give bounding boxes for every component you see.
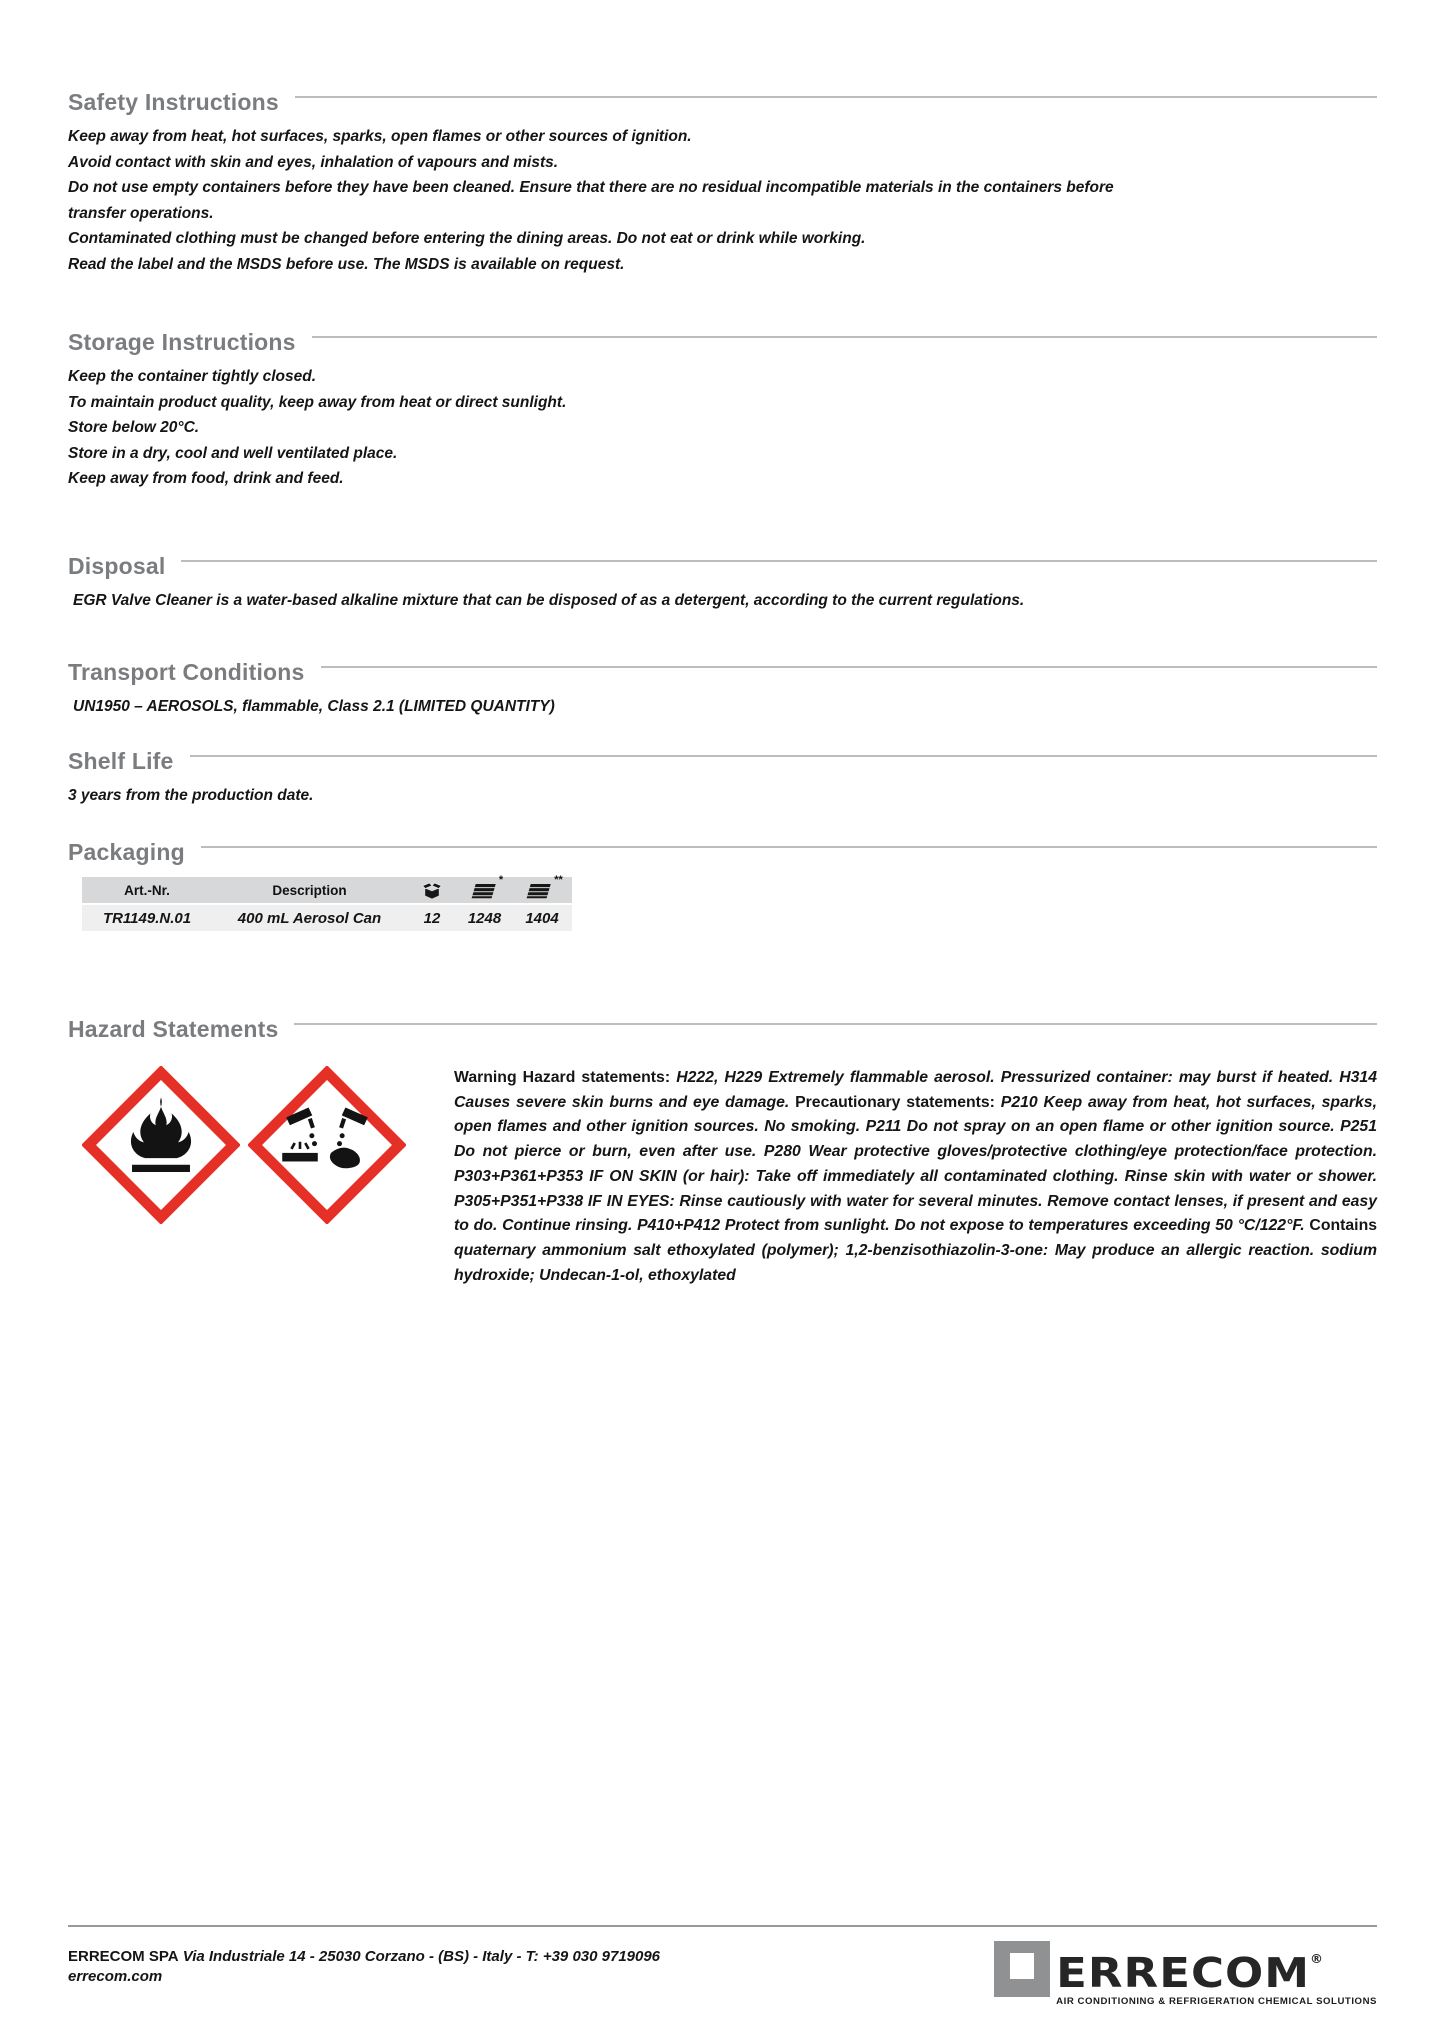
text-segment: quaternary ammonium salt ethoxylated (polymer); 1,2-benzisothiazolin-3-one: May produce an allergic reaction. sodium hydroxide; Undecan-1-ol, ethoxylated <box>454 1241 1377 1284</box>
text-segment: Warning Hazard statements: <box>454 1069 677 1086</box>
errecom-wordmark-text: ERRECOM <box>1056 1948 1310 1998</box>
pallet-icon <box>467 883 498 899</box>
errecom-logo-text <box>1056 1941 1377 2007</box>
ghs-pictograms <box>68 1066 454 1288</box>
text-line: Store below 20°C. <box>68 419 200 436</box>
section-storage-instructions <box>68 330 1377 492</box>
page-footer <box>68 1925 1377 2007</box>
section-title: Storage Instructions <box>68 329 296 355</box>
pallet-icon <box>522 883 553 899</box>
text-line: Keep away from heat, hot surfaces, sparks, open flames or other sources of ignition. <box>68 128 692 145</box>
heading-rule <box>312 336 1377 338</box>
text-line: transfer operations. <box>68 204 214 222</box>
cell-art-nr: TR1149.N.01 <box>102 909 192 927</box>
section-title: Safety Instructions <box>68 89 279 115</box>
registered-trademark-symbol: ® <box>1310 1952 1323 1967</box>
section-transport-conditions <box>68 660 1377 720</box>
text-line: Store in a dry, cool and well ventilated place. <box>68 444 398 462</box>
errecom-wordmark <box>1056 1941 1377 1998</box>
column-header-art-nr: Art.-Nr. <box>82 877 212 904</box>
section-heading <box>68 90 1377 114</box>
carton-icon <box>422 882 442 900</box>
column-header-carton-qty <box>407 877 457 904</box>
text-line: Contaminated clothing must be changed before entering the dining areas. Do not eat or drink while working. <box>68 230 866 247</box>
text-line: Read the label and the MSDS before use. The MSDS is available on request. <box>68 255 625 273</box>
text-segment: H222, H229 Extremely flammable aerosol. Pressurized container: may burst if heated. H314 Causes severe skin burns and eye damage. <box>454 1069 1377 1111</box>
section-title: Disposal <box>68 552 166 579</box>
heading-rule <box>295 96 1377 98</box>
footer-address-line <box>68 1947 660 1967</box>
heading-rule <box>201 846 1377 848</box>
section-heading <box>68 840 1377 864</box>
section-title: Shelf Life <box>68 747 174 774</box>
section-heading <box>68 554 1377 578</box>
section-disposal <box>68 554 1377 614</box>
footer-inner <box>68 1927 1377 2007</box>
flame-pictogram-icon <box>82 1066 240 1224</box>
section-safety-instructions <box>68 90 1377 277</box>
text-line: 3 years from the production date. <box>68 786 314 804</box>
errecom-logo-mark-icon <box>994 1941 1050 1997</box>
storage-text <box>68 364 1377 492</box>
text-line: Keep the container tightly closed. <box>68 368 317 385</box>
section-heading <box>68 330 1377 354</box>
section-packaging <box>68 840 1377 931</box>
transport-text <box>68 694 1377 720</box>
text-line: EGR Valve Cleaner is a water-based alkaline mixture that can be disposed of as a detergent, according to the current regulations. <box>73 591 1025 609</box>
pallet-footnote: ** <box>554 873 563 886</box>
text-line: Keep away from food, drink and feed. <box>68 470 344 487</box>
safety-text <box>68 124 1377 277</box>
column-header-description: Description <box>212 877 407 904</box>
hazard-paragraph <box>454 1066 1377 1288</box>
company-address: Via Industriale 14 - 25030 Corzano - (BS) - Italy - T: +39 030 9719096 <box>178 1948 661 1965</box>
section-title: Hazard Statements <box>68 1016 279 1042</box>
text-line: Avoid contact with skin and eyes, inhalation of vapours and mists. <box>68 153 559 171</box>
packaging-table-row <box>82 904 572 931</box>
company-name: ERRECOM SPA <box>68 1948 179 1965</box>
text-line: Do not use empty containers before they have been cleaned. Ensure that there are no residual incompatible materials in the containers before <box>68 179 1114 196</box>
packaging-table-header-row <box>82 877 572 904</box>
corrosion-pictogram-icon <box>248 1066 406 1224</box>
section-title: Transport Conditions <box>68 659 305 685</box>
errecom-logo <box>994 1941 1377 2007</box>
column-header-pallet-qty-1 <box>457 873 512 904</box>
text-segment: Precautionary statements: <box>795 1093 1001 1111</box>
section-hazard-statements <box>68 1017 1377 1288</box>
text-line: UN1950 – AEROSOLS, flammable, Class 2.1 (LIMITED QUANTITY) <box>73 698 555 715</box>
section-heading <box>68 660 1377 684</box>
heading-rule <box>181 560 1377 562</box>
hazard-content <box>68 1066 1377 1288</box>
text-line: To maintain product quality, keep away from heat or direct sunlight. <box>68 393 567 411</box>
section-title: Packaging <box>68 839 185 865</box>
pallet-footnote: * <box>498 873 504 886</box>
errecom-tagline: AIR CONDITIONING & REFRIGERATION CHEMICAL SOLUTIONS <box>1056 1996 1377 2007</box>
cell-carton-qty: 12 <box>423 909 441 927</box>
footer-contact <box>68 1947 660 1987</box>
cell-description: 400 mL Aerosol Can <box>237 909 382 927</box>
cell-pallet-qty-1: 1248 <box>467 909 502 927</box>
heading-rule <box>294 1023 1377 1025</box>
shelf-life-text <box>68 783 1377 809</box>
heading-rule <box>190 755 1377 757</box>
text-segment: P210 Keep away from heat, hot surfaces, sparks, open flames and other ignition sources. No smoking. P211 Do not spray on an open flame or other ignition source. P251 Do not pierce or burn, even after use. P280 Wear protective gloves/protective clothing/eye protection/face protection. P303+P361+P353 IF ON SKIN (or hair): Take off immediately all contaminated clothing. Rinse skin with water or shower. P305+P351+P338 IF IN EYES: Rinse cautiously with water for several minutes. Remove contact lenses, if present and easy to do. Continue rinsing. P410+P412 Protect from sunlight. Do not expose to temperatures exceeding 50 °C/122°F. <box>454 1093 1377 1235</box>
section-heading <box>68 1017 1377 1041</box>
packaging-table <box>82 873 572 931</box>
disposal-text <box>68 588 1377 614</box>
column-header-pallet-qty-2 <box>512 873 572 904</box>
heading-rule <box>321 666 1377 668</box>
section-shelf-life <box>68 749 1377 809</box>
text-segment: Contains <box>1309 1217 1377 1235</box>
cell-pallet-qty-2: 1404 <box>525 909 559 927</box>
section-heading <box>68 749 1377 773</box>
company-website: errecom.com <box>68 1968 163 1985</box>
errecom-logo-mark-inner <box>1010 1953 1034 1979</box>
